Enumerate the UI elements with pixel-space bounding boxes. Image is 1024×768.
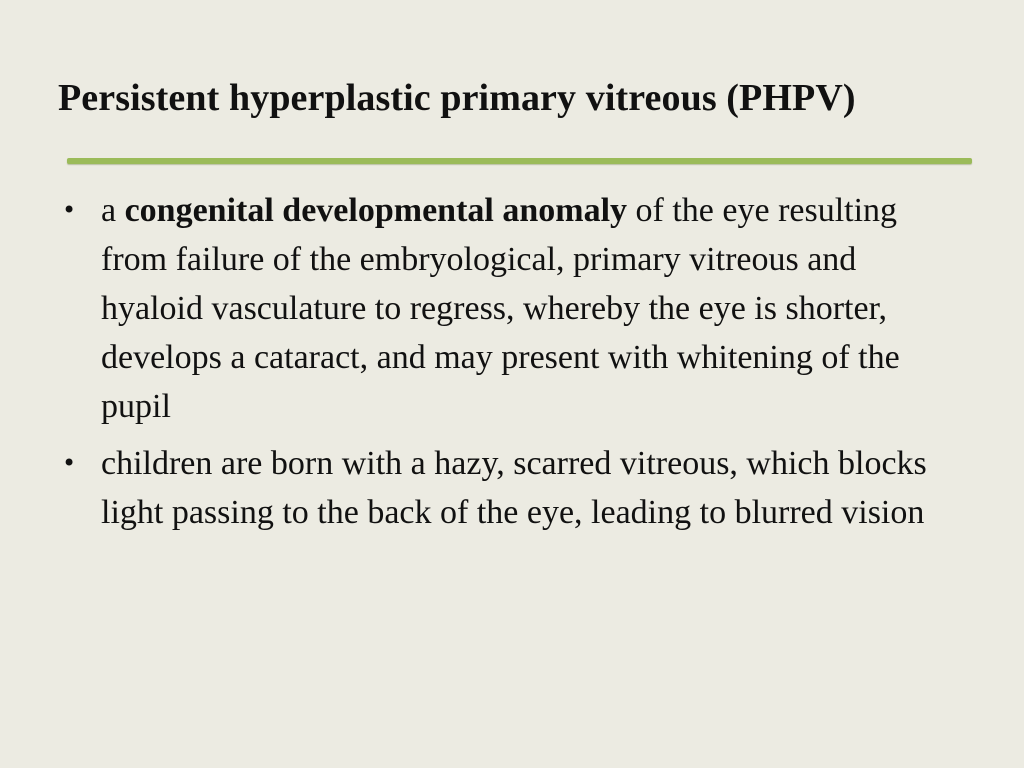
bullet-lead-text: a <box>101 192 125 229</box>
bullet-emphasis: congenital developmental anomaly <box>124 192 628 229</box>
bullet-item-definition <box>62 186 962 431</box>
bullet-rest-text: of the eye resulting from failure of the embryological, primary vitreous and hyaloid vasculature to regress, whereby the eye is shorter, develops a cataract, and may present with whitening of the pupil <box>101 192 900 425</box>
bullet-marker: • <box>62 196 77 224</box>
bullet-item-symptoms <box>62 439 962 537</box>
bullet-text: children are born with a hazy, scarred vitreous, which blocks light passing to the back of the eye, leading to blurred vision <box>101 445 927 531</box>
bullet-text <box>101 186 962 431</box>
bullet-marker: • <box>62 449 77 477</box>
bullet-list <box>62 186 962 545</box>
title-divider <box>67 158 972 164</box>
slide-title: Persistent hyperplastic primary vitreous (PHPV) <box>58 77 856 119</box>
